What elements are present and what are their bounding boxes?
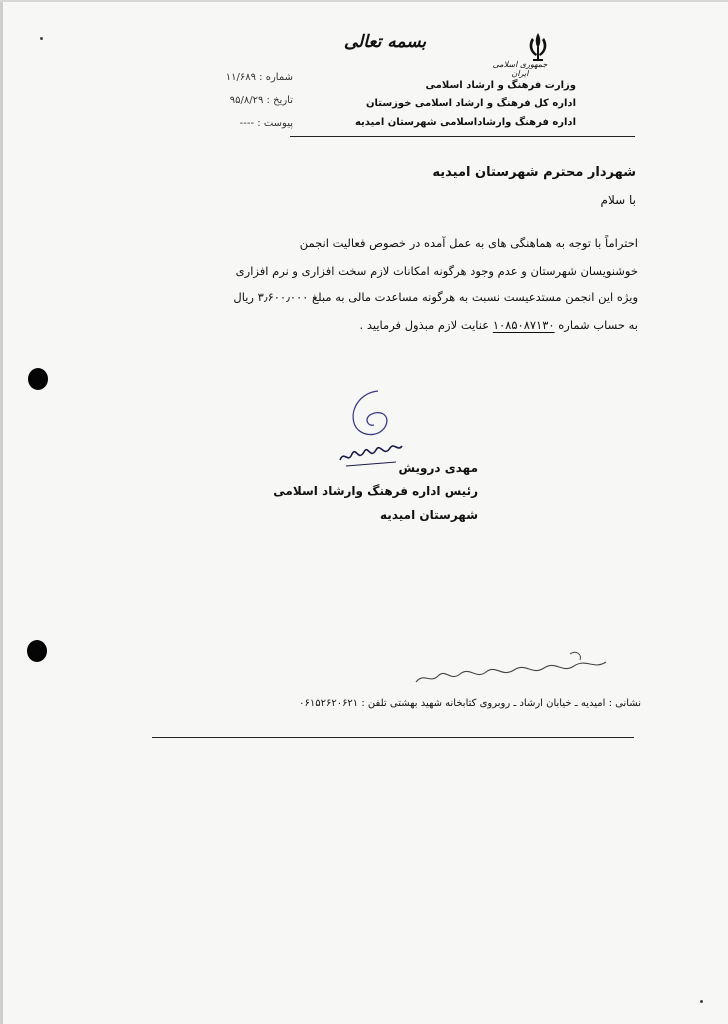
scan-edge-top [0, 0, 728, 2]
number-value: ۱۱/۶۸۹ [225, 72, 256, 83]
org-ministry: وزارت فرهنگ و ارشاد اسلامی [425, 80, 576, 91]
body-line: خوشنویسان شهرستان و عدم وجود هرگونه امکانات لازم سخت افزاری و نرم افزاری [235, 264, 638, 278]
bismillah-heading: بسمه تعالی [343, 32, 427, 52]
header-divider [290, 136, 635, 137]
number-label: شماره : [259, 72, 293, 83]
signer-unit: شهرستان امیدیه [380, 508, 478, 522]
date-label: تاریخ : [266, 95, 293, 106]
attachment-label: پیوست : [257, 118, 293, 129]
scan-speck [700, 1000, 703, 1003]
signer-title: رئیس اداره فرهنگ وارشاد اسلامی [273, 484, 478, 498]
punch-hole [27, 640, 47, 662]
signer-name: مهدی درویش [398, 461, 478, 475]
recipient: شهردار محترم شهرستان امیدیه [432, 165, 636, 180]
body-line: احتراماً با توجه به هماهنگی های به عمل آمده در خصوص فعالیت انجمن [299, 236, 638, 250]
body-line [178, 318, 638, 332]
body-line: ویژه این انجمن مستدعیست نسبت به هرگونه مساعدت مالی به مبلغ ۳٫۶۰۰٫۰۰۰ ریال [233, 290, 638, 304]
org-city: اداره فرهنگ وارشاداسلامی شهرستان امیدیه [354, 117, 576, 128]
salutation: با سلام [600, 193, 636, 207]
iran-emblem-icon [524, 30, 552, 64]
org-province: اداره کل فرهنگ و ارشاد اسلامی خوزستان [365, 98, 576, 109]
account-number: ۱۰۸۵۰۸۷۱۳۰ [492, 318, 555, 332]
scan-edge [0, 0, 3, 1024]
footer-address: نشانی : امیدیه ـ خیابان ارشاد ـ روبروی کتابخانه شهید بهشتی تلفن : ۰۶۱۵۲۶۲۰۶۲۱ [299, 698, 641, 709]
account-prefix: به حساب شماره [558, 318, 638, 332]
letter-number [188, 72, 293, 83]
emblem-caption: جمهوری اسلامی ایران [492, 60, 548, 78]
account-suffix: عنایت لازم مبذول فرمایید . [359, 318, 490, 332]
punch-hole [28, 368, 48, 390]
date-value: ۹۵/۸/۲۹ [229, 95, 264, 106]
letter-attachment [188, 118, 293, 129]
letter-date [188, 95, 293, 106]
handwritten-note [410, 648, 620, 690]
attachment-value: ---- [239, 118, 255, 129]
footer-divider [152, 737, 634, 738]
scan-speck [40, 37, 43, 40]
